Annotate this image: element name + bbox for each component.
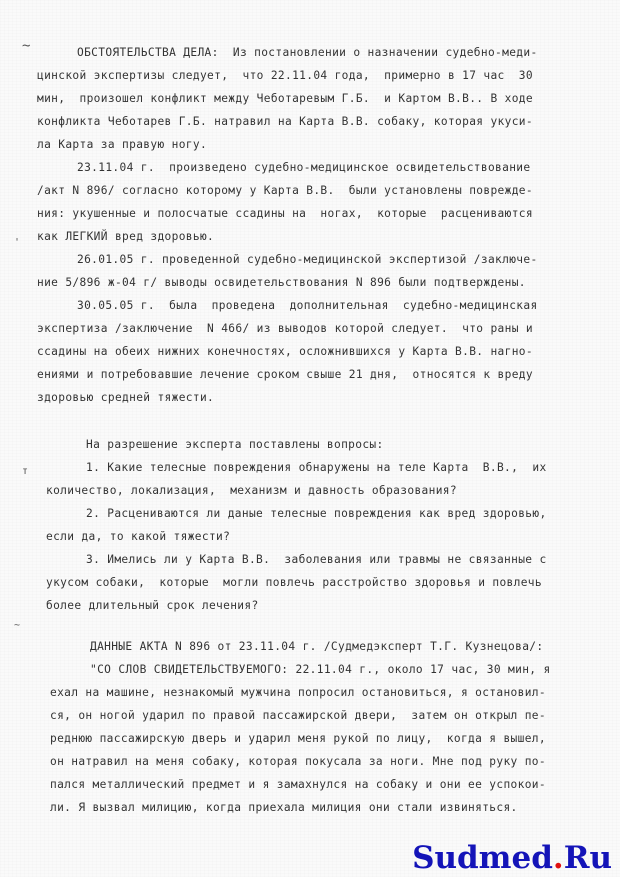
- text-line: На разрешение эксперта поставлены вопросы:: [86, 438, 384, 451]
- text-line: цинской экспертизы следует, что 22.11.04 года, примерно в 17 час 30: [37, 69, 533, 82]
- text-line: 3. Имелись ли у Карта В.В. заболевания или травмы не связанные с: [86, 553, 547, 566]
- text-line: количество, локализация, механизм и давность образования?: [46, 484, 457, 497]
- watermark-dot: .: [552, 840, 564, 876]
- watermark-main: Sudmed: [412, 840, 553, 876]
- text-line: ли. Я вызвал милицию, когда приехала милиция они стали извиняться.: [50, 801, 518, 814]
- text-line: /акт N 896/ согласно которому у Карта В.В. были установлены поврежде-: [37, 184, 533, 197]
- text-line: укусом собаки, которые могли повлечь расстройство здоровья и повлечь: [46, 576, 542, 589]
- text-line: ссадины на обеих нижних конечностях, осложнившихся у Карта В.В. нагно-: [37, 345, 533, 358]
- text-line: здоровью средней тяжести.: [37, 391, 215, 404]
- text-line: пался металлический предмет и я замахнулся на собаку и они ее успокои-: [50, 778, 546, 791]
- text-line: ехал на машине, незнакомый мужчина попросил остановиться, я остановил-: [50, 686, 546, 699]
- text-line: экспертиза /заключение N 466/ из выводов которой следует. что раны и: [37, 322, 533, 335]
- text-line: 23.11.04 г. произведено судебно-медицинское освидетельствование: [77, 161, 531, 174]
- text-line: если да, то какой тяжести?: [46, 530, 231, 543]
- text-line: ния: укушенные и полосчатые ссадины на ногах, которые расцениваются: [37, 207, 533, 220]
- margin-mark: т: [22, 466, 29, 477]
- text-line: ние 5/896 ж-04 г/ выводы освидетельствования N 896 были подтверждены.: [37, 276, 526, 289]
- text-line: ДАННЫЕ АКТА N 896 от 23.11.04 г. /Судмедэксперт Т.Г. Кузнецова/:: [90, 640, 544, 653]
- text-line: 26.01.05 г. проведенной судебно-медицинской экспертизой /заключе-: [77, 253, 538, 266]
- text-line: ла Карта за правую ногу.: [37, 138, 208, 151]
- text-line: ся, он ногой ударил по правой пассажирской двери, затем он открыл пе-: [50, 709, 546, 722]
- text-line: ОБСТОЯТЕЛЬСТВА ДЕЛА: Из постановлении о назначении судебно-меди-: [77, 46, 538, 59]
- text-line: более длительный срок лечения?: [46, 599, 259, 612]
- text-line: мин, произошел конфликт между Чеботаревым Г.Б. и Картом В.В.. В ходе: [37, 92, 533, 105]
- text-line: конфликта Чеботарев Г.Б. натравил на Карта В.В. собаку, которая укуси-: [37, 115, 533, 128]
- watermark-tld: Ru: [563, 840, 612, 876]
- text-line: "СО СЛОВ СВИДЕТЕЛЬСТВУЕМОГО: 22.11.04 г., около 17 час, 30 мин, я: [90, 663, 551, 676]
- text-line: как ЛЕГКИЙ вред здоровью.: [37, 230, 215, 243]
- text-line: реднюю пассажирскую дверь и ударил меня рукой по лицу, когда я вышел,: [50, 732, 546, 745]
- margin-scribble: ~: [22, 38, 31, 54]
- text-line: ениями и потребовавшие лечение сроком свыше 21 дня, относятся к вреду: [37, 368, 533, 381]
- text-line: 2. Расцениваются ли даные телесные повреждения как вред здоровью,: [86, 507, 547, 520]
- margin-mark: ~: [14, 620, 21, 631]
- text-line: 30.05.05 г. была проведена дополнительная судебно-медицинская: [77, 299, 538, 312]
- margin-mark: ': [14, 237, 21, 248]
- text-line: 1. Какие телесные повреждения обнаружены на теле Карта В.В., их: [86, 461, 547, 474]
- watermark-logo: [412, 840, 612, 876]
- text-line: он натравил на меня собаку, которая покусала за ноги. Мне под руку по-: [50, 755, 546, 768]
